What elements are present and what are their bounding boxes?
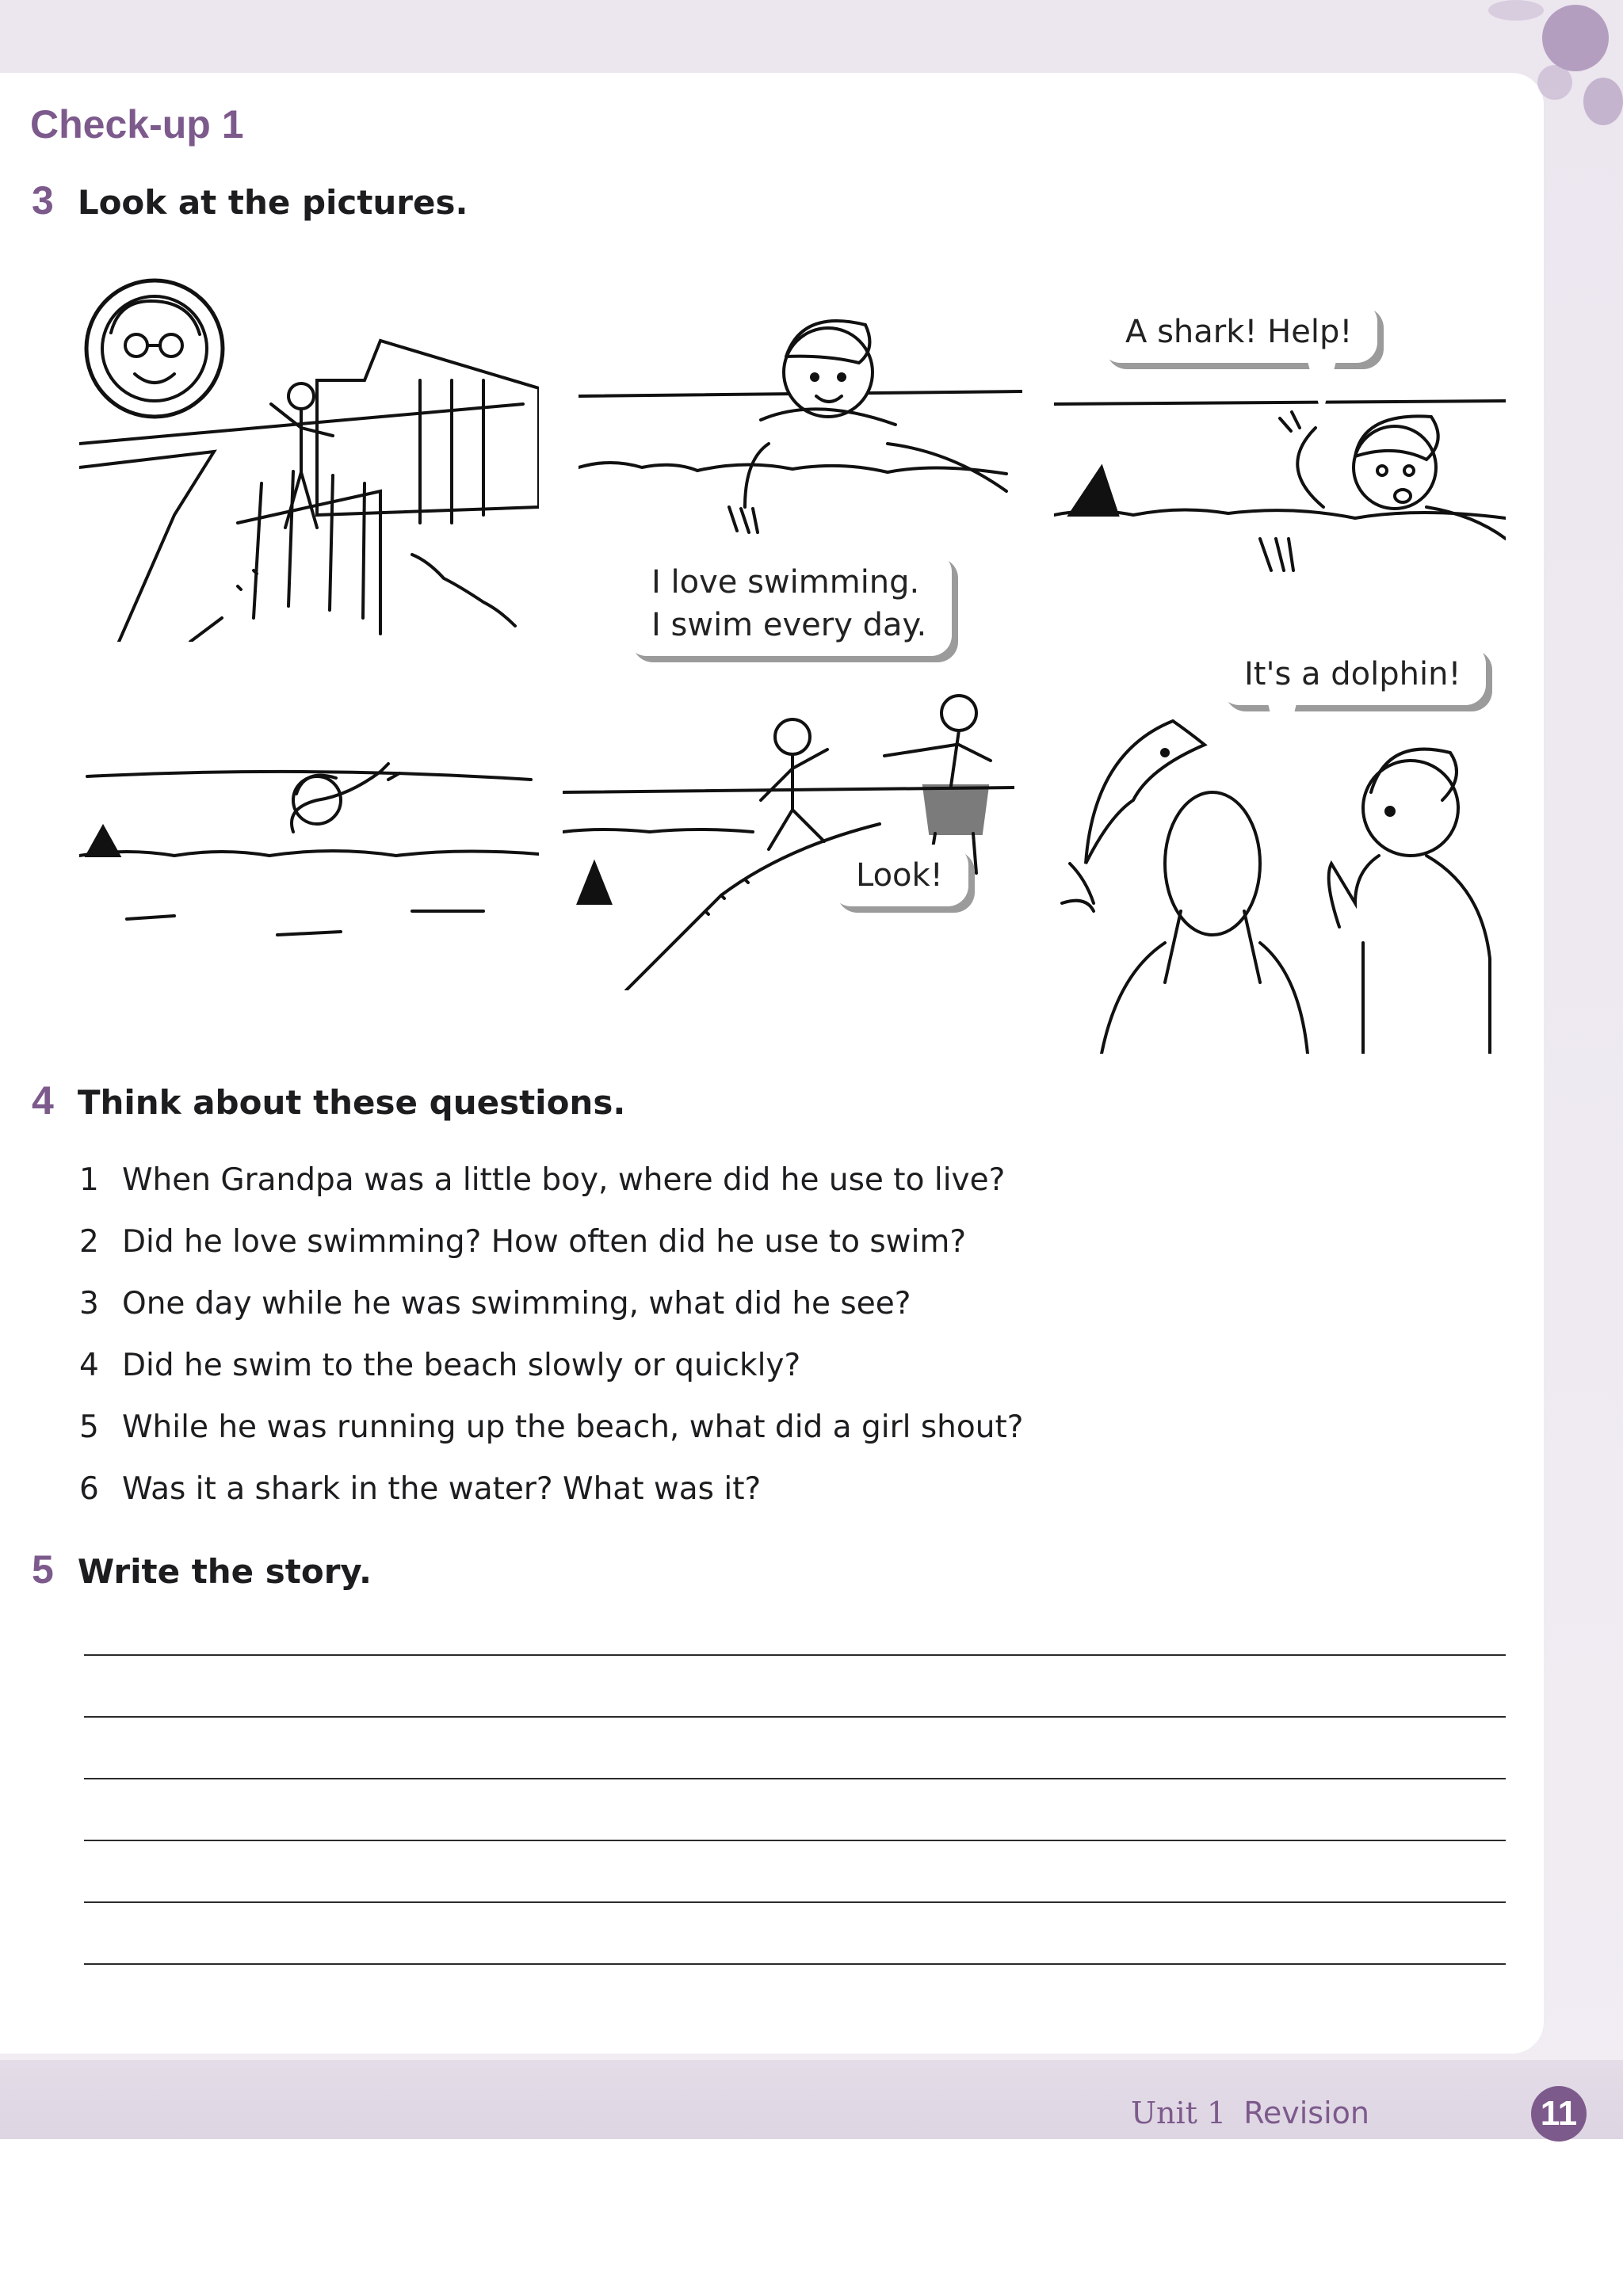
question-item bbox=[79, 1211, 1023, 1272]
exercise-4-heading bbox=[32, 1077, 625, 1123]
question-item bbox=[79, 1334, 1023, 1396]
exercise-number: 4 bbox=[32, 1078, 54, 1123]
decorative-dot bbox=[1583, 78, 1623, 125]
exercise-instruction: Write the story. bbox=[77, 1552, 372, 1591]
exercise-3-heading bbox=[32, 177, 468, 223]
question-number: 1 bbox=[79, 1161, 99, 1198]
bubble-text: It's a dolphin! bbox=[1244, 656, 1461, 692]
speech-bubble-dolphin bbox=[1219, 643, 1486, 705]
exercise-number: 5 bbox=[32, 1547, 54, 1592]
picture-2-boy-swimming bbox=[579, 301, 1022, 555]
picture-3-shark-boy bbox=[1054, 380, 1506, 586]
question-text: Was it a shark in the water? What was it? bbox=[122, 1470, 762, 1507]
writing-line[interactable] bbox=[84, 1840, 1506, 1841]
question-list bbox=[79, 1149, 1023, 1520]
question-item bbox=[79, 1458, 1023, 1520]
question-number: 2 bbox=[79, 1223, 99, 1260]
picture-1-grandpa-beach-hut bbox=[79, 269, 539, 642]
writing-line[interactable] bbox=[84, 1654, 1506, 1656]
speech-bubble-shark bbox=[1100, 301, 1377, 363]
writing-line[interactable] bbox=[84, 1716, 1506, 1718]
bubble-text: Look! bbox=[856, 857, 943, 894]
unit-label: Unit 1 bbox=[1131, 2096, 1227, 2130]
decorative-dot bbox=[1488, 0, 1544, 21]
picture-4-boy-swimming-back bbox=[79, 753, 539, 951]
writing-line[interactable] bbox=[84, 1901, 1506, 1903]
bubble-text-line: I love swimming. bbox=[651, 564, 920, 601]
bubble-tail bbox=[1308, 361, 1336, 417]
question-item bbox=[79, 1149, 1023, 1211]
question-item bbox=[79, 1396, 1023, 1458]
question-number: 3 bbox=[79, 1285, 99, 1322]
speech-bubble-look bbox=[831, 845, 968, 906]
exercise-instruction: Think about these questions. bbox=[77, 1083, 626, 1122]
question-text: One day while he was swimming, what did he see? bbox=[122, 1285, 911, 1322]
question-text: Did he love swimming? How often did he use to swim? bbox=[122, 1223, 967, 1260]
decorative-dot bbox=[1542, 5, 1609, 71]
question-number: 5 bbox=[79, 1409, 99, 1445]
footer-unit-label bbox=[1131, 2096, 1369, 2130]
bubble-tail bbox=[1268, 704, 1296, 762]
picture-5-boy-running-girl-pointing bbox=[563, 689, 1014, 990]
exercise-instruction: Look at the pictures. bbox=[77, 183, 468, 222]
question-text: When Grandpa was a little boy, where did he use to live? bbox=[122, 1161, 1006, 1198]
writing-line[interactable] bbox=[84, 1778, 1506, 1779]
question-text: While he was running up the beach, what did a girl shout? bbox=[122, 1409, 1024, 1445]
question-number: 6 bbox=[79, 1470, 99, 1507]
question-item bbox=[79, 1272, 1023, 1334]
question-number: 4 bbox=[79, 1347, 99, 1383]
page-number-badge: 11 bbox=[1531, 2086, 1587, 2142]
section-label: Revision bbox=[1243, 2096, 1369, 2130]
bubble-text-line: I swim every day. bbox=[651, 607, 927, 643]
footer-band bbox=[0, 2060, 1623, 2139]
question-text: Did he swim to the beach slowly or quickly? bbox=[122, 1347, 801, 1383]
exercise-number: 3 bbox=[32, 178, 54, 223]
writing-line[interactable] bbox=[84, 1963, 1506, 1965]
decorative-dot bbox=[1537, 65, 1572, 100]
speech-bubble-swimming bbox=[626, 551, 952, 656]
exercise-5-heading bbox=[32, 1547, 372, 1592]
bubble-text: A shark! Help! bbox=[1125, 314, 1353, 350]
page-title: Check-up 1 bbox=[30, 102, 244, 147]
